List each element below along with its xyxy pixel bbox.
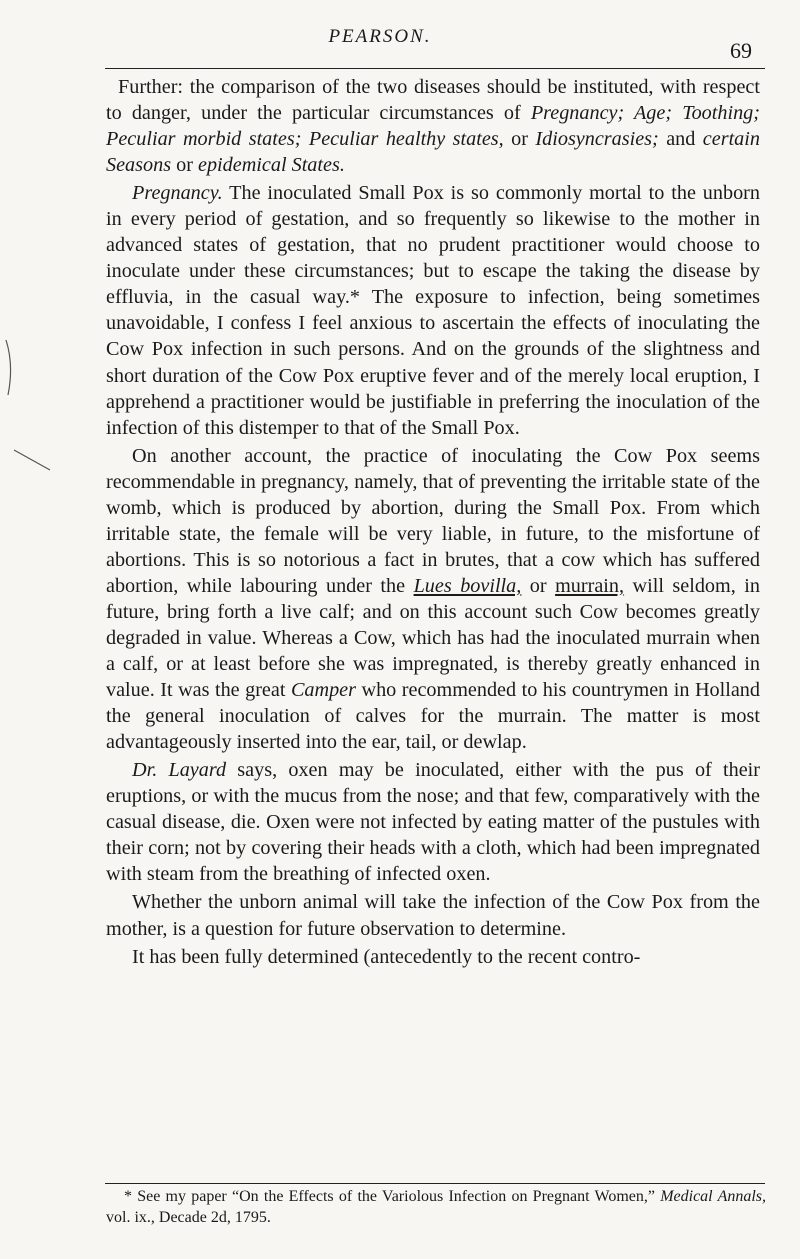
text-run: Dr. Layard	[132, 759, 227, 782]
paragraph	[106, 443, 760, 756]
text-run: Pregnancy; Age; Toothing; Peculiar morbid states; Peculiar healthy states,	[106, 102, 760, 151]
text-run: or	[503, 128, 536, 151]
text-run: or	[171, 154, 198, 177]
text-run: On another account, the practice of inoculating the Cow Pox seems recommendable in pregnancy, namely, that of preventing the irritable state of the womb, which is produced by abortion, during the Small Pox. From which irritable state, the female will be very liable, in future, to the misfortune of abortions. This is so notorious a fact in brutes, that a cow which has suffered abortion, while labouring under the	[106, 444, 760, 597]
margin-pencil-mark	[0, 320, 60, 480]
text-run: vol. ix., Decade 2d, 1795.	[106, 1209, 271, 1226]
paragraph	[106, 757, 760, 887]
text-run: Camper	[290, 679, 357, 702]
text-run: or	[521, 574, 556, 597]
text-run: epidemical States.	[197, 154, 345, 177]
footnote	[106, 1186, 766, 1228]
running-head: PEARSON.	[328, 26, 432, 47]
text-run: It has been fully determined (antecedently to the recent contro-	[132, 945, 641, 968]
text-run: Whether the unborn animal will take the infection of the Cow Pox from the mother, is a question for future observation to determine.	[106, 891, 760, 940]
paragraph	[106, 889, 760, 941]
page-number: 69	[730, 38, 752, 63]
header-rule	[105, 68, 765, 69]
paragraph	[106, 74, 760, 178]
footnote-rule	[105, 1183, 765, 1184]
text-run: says, oxen may be inoculated, either with the pus of their eruptions, or with the mucus from the nose; and that few, comparatively with the casual disease, die. Oxen were not infected by eating matter of the pustules with their corn; not by covering their heads with a cloth, which had been impregnated with steam from the breathing of infected oxen.	[106, 759, 760, 886]
text-run: who recommended to his countrymen in Holland the general inoculation of calves for the murrain. The matter is most advantageously inserted into the ear, tail, or dewlap.	[106, 679, 760, 754]
text-run: Pregnancy.	[132, 182, 223, 205]
text-run: The inoculated Small Pox is so commonly mortal to the unborn in every period of gestation, and so frequently so likewise to the mother in advanced states of gestation, that no prudent practitioner would choose to inoculate under these circumstances; but to escape the taking the disease by effluvia, in the casual way.* The exposure to infection, being sometimes unavoidable, I confess I feel anxious to ascertain the effects of inoculating the Cow Pox infection in such persons. And on the grounds of the slightness and short duration of the Cow Pox eruptive fever and of the merely local eruption, I apprehend a practitioner would be justifiable in preferring the inoculation of the infection of this distemper to that of the Small Pox.	[106, 182, 760, 439]
paragraph	[106, 944, 760, 970]
text-run: Lues bovilla,	[413, 574, 522, 597]
text-run: murrain,	[555, 574, 625, 597]
text-run: Medical Annals,	[660, 1188, 767, 1205]
text-run: * See my paper “On the Effects of the Variolous Infection on Pregnant Women,”	[124, 1188, 661, 1205]
text-run: will seldom, in future, bring forth a live calf; and on this account such Cow becomes greatly degraded in value. Whereas a Cow, which has had the inoculated murrain when a calf, or at least before she was impregnated, is thereby greatly enhanced in value. It was the great	[106, 574, 760, 702]
text-run: Idiosyncrasies;	[535, 128, 659, 151]
text-run: Further: the comparison of the two diseases should be instituted, with respect to danger, under the particular circumstances of	[106, 76, 760, 125]
body-text	[106, 74, 760, 972]
text-run: and	[658, 128, 703, 151]
paragraph	[106, 180, 760, 440]
text-run: certain Seasons	[106, 128, 760, 177]
